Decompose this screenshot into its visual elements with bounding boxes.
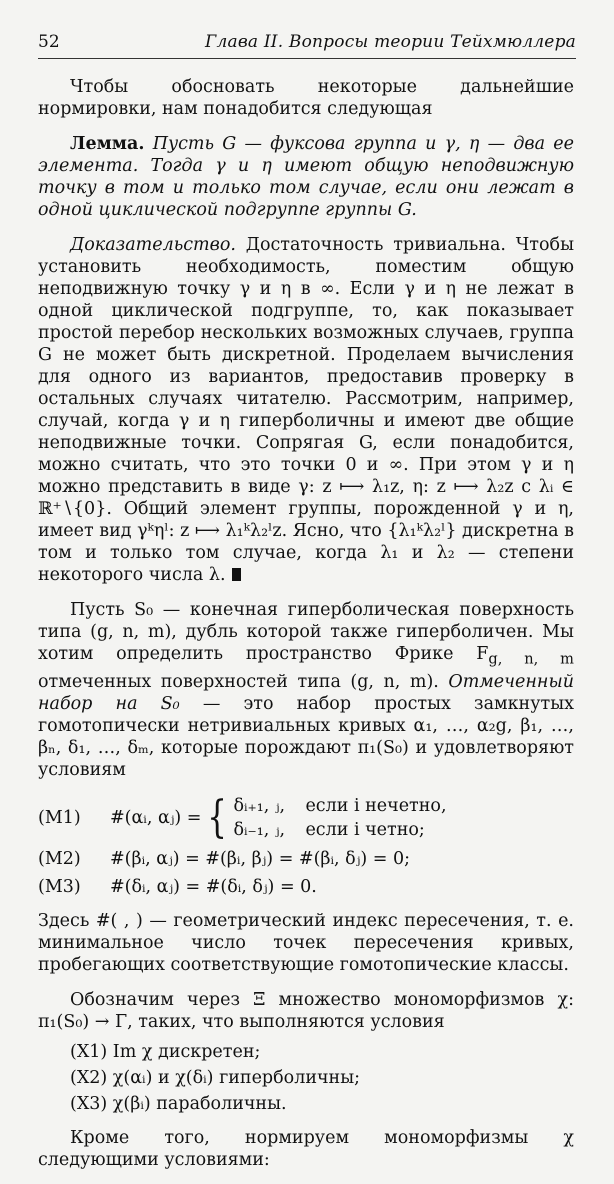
- equation-m2: (M2) #(βᵢ, αⱼ) = #(βᵢ, βⱼ) = #(βᵢ, δⱼ) = 0;: [38, 848, 410, 869]
- condition-x3: (X3) χ(βᵢ) параболичны.: [70, 1093, 287, 1114]
- condition-x2: (X2) χ(αᵢ) и χ(δᵢ) гиперболичны;: [70, 1067, 361, 1088]
- equation-m1: (M1) #(αᵢ, αⱼ) = { δᵢ₊₁, ⱼ, если i нечетно, δᵢ₋₁, ⱼ, если i четно;: [38, 791, 447, 843]
- lemma-text: Пусть G — фуксова группа и γ, η — два ее элемента. Тогда γ и η имеют общую неподвижную точку в том и только том случае, если они лежат в одной циклической подгруппе группы G.: [38, 134, 574, 220]
- monomorphism-paragraph: Обозначим через Ξ множество мономорфизмов χ: π₁(S₀) → Γ, таких, что выполняются условия: [38, 989, 574, 1032]
- marked-set-paragraph: Пусть S₀ — конечная гиперболическая поверхность типа (g, n, m), дубль которой также гиперболичен. Мы хотим определить пространство Фрике $F_{g, n, m}$ отмеченных поверхностей типа (g, n, m). Отмеченный набор на S₀ — это набор простых замкнутых гомотопически нетривиальных кривых α₁, …, α₂g, β₁, …, βₙ, δ₁, …, δₘ, которые порождают π₁(S₀) и удовлетворяют условиям: [38, 600, 574, 780]
- condition-x1: (X1) Im χ дискретен;: [70, 1041, 261, 1062]
- equation-label: (M2): [38, 848, 81, 869]
- page-number: 52: [38, 32, 60, 52]
- equation-label: (M3): [38, 876, 81, 897]
- conditions-list: [38, 1039, 574, 1117]
- index-paragraph: Здесь #( , ) — геометрический индекс пересечения, т. е. минимальное число точек пересечения кривых, пробегающих соответствующие гомотопические классы.: [38, 910, 574, 975]
- brace-symbol: {: [207, 791, 228, 843]
- running-title: Глава II. Вопросы теории Тейхмюллера: [205, 32, 576, 52]
- proof-paragraph: [38, 234, 574, 586]
- normalization-paragraph: Кроме того, нормируем мономорфизмы χ следующими условиями:: [38, 1127, 574, 1170]
- page-body: [38, 76, 574, 1184]
- equation-label: (M1): [38, 807, 81, 828]
- lemma-label: Лемма.: [70, 134, 145, 154]
- proof-label: Доказательство.: [70, 235, 236, 255]
- page-header: [38, 32, 576, 59]
- qed-mark: [232, 568, 241, 581]
- lemma-paragraph: [38, 133, 574, 221]
- intro-paragraph: Чтобы обосновать некоторые дальнейшие нормировки, нам понадобится следующая: [38, 77, 574, 119]
- equation-m3: (M3) #(δᵢ, αⱼ) = #(δᵢ, δⱼ) = 0.: [38, 876, 317, 897]
- cases-block: { δᵢ₊₁, ⱼ, если i нечетно, δᵢ₋₁, ⱼ, если i четно;: [207, 791, 447, 843]
- proof-text: Достаточность тривиальна. Чтобы установить необходимость, поместим общую неподвижную точку γ и η в ∞. Если γ и η не лежат в одной циклической подгруппе, то, как показывает простой перебор нескольких возможных случаев, группа G не может быть дискретной. Проделаем вычисления для одного из вариантов, предоставив проверку в остальных случаях читателю. Рассмотрим, например, случай, когда γ и η гиперболичны и имеют две общие неподвижные точки. Сопрягая G, если понадобится, можно считать, что это точки 0 и ∞. При этом γ и η можно представить в виде γ: z ⟼ λ₁z, η: z ⟼ λ₂z с λᵢ ∈ ℝ⁺∖{0}. Общий элемент группы, порожденной γ и η, имеет вид γᵏηˡ: z ⟼ λ₁ᵏλ₂ˡz. Ясно, что {λ₁ᵏλ₂ˡ} дискретна в том и только том случае, когда λ₁ и λ₂ — степени некоторого числа λ.: [38, 235, 574, 585]
